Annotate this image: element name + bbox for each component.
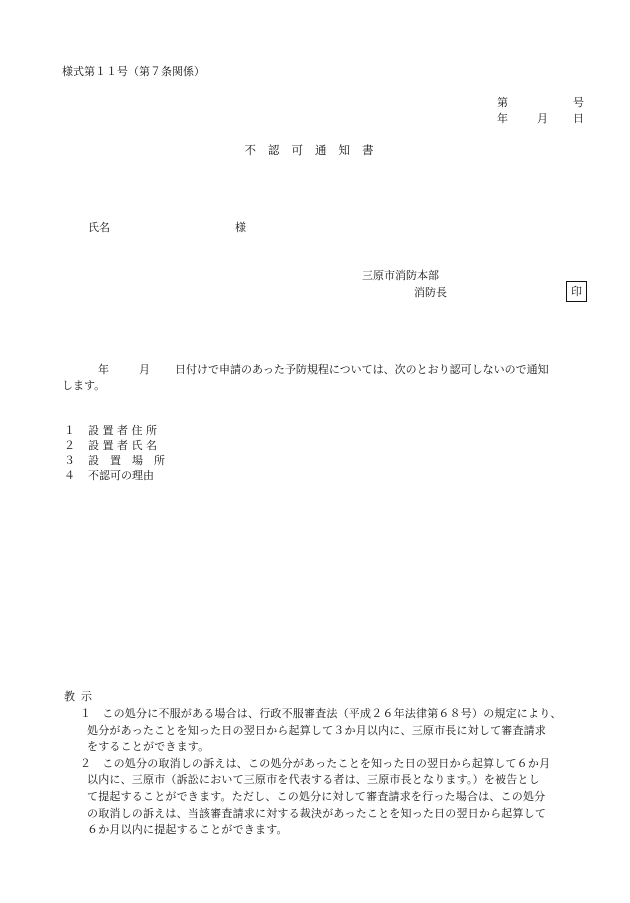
instruction-line: をすることができます。 [87, 740, 210, 753]
instruction-line: の取消しの訴えは、当該審査請求に対する裁決があったことを知った日の翌日から起算して [87, 807, 547, 820]
date-day: 日 [573, 112, 584, 125]
number-suffix: 号 [573, 96, 584, 109]
date-year: 年 [497, 112, 508, 125]
notice-text: 日付けで申請のあった予防規程については、次のとおり認可しないので通知 [175, 363, 549, 376]
instruction-line: ６か月以内に提起することができます。 [87, 823, 288, 836]
recipient-name-label: 氏名 [88, 221, 110, 234]
instruction-line: て提起することができます。ただし、この処分に対して審査請求を行った場合は、この処分 [87, 790, 546, 803]
notice-line-1 [98, 364, 549, 375]
form-label: 様式第１１号（第７条関係） [62, 65, 205, 78]
item-label: 設 置 者 氏 名 [88, 439, 157, 452]
item-number: ２ [64, 439, 75, 452]
item-label: 設 置 場 所 [88, 454, 165, 467]
item-number: １ [64, 424, 75, 437]
document-title: 不認可通知書 [244, 143, 386, 157]
notice-line-2: します。 [62, 379, 106, 392]
number-prefix: 第 [497, 96, 508, 109]
item-label: 設 置 者 住 所 [88, 424, 157, 437]
date-month: 月 [537, 112, 548, 125]
item-number: ３ [64, 454, 75, 467]
item-number: ４ [64, 469, 75, 482]
seal-box [566, 281, 587, 302]
notice-year: 年 [98, 363, 109, 376]
notice-month: 月 [139, 363, 150, 376]
instruction-line: ２ この処分の取消しの訴えは、この処分があったことを知った日の翌日から起算して６か月 [80, 757, 551, 770]
item-label: 不認可の理由 [88, 469, 154, 482]
recipient-honorific: 様 [235, 221, 246, 234]
instruction-line: １ この処分に不服がある場合は、行政不服審査法（平成２６年法律第６８号）の規定により、 [80, 707, 562, 720]
instruction-line: 処分があったことを知った日の翌日から起算して３か月以内に、三原市長に対して審査請求 [87, 724, 547, 737]
sender-position: 消防長 [414, 286, 447, 299]
sender-organization: 三原市消防本部 [362, 269, 439, 282]
instruction-line: 以内に、三原市（訴訟において三原市を代表する者は、三原市長となります。）を被告とし [87, 773, 540, 786]
seal-label: 印 [571, 285, 582, 298]
instructions-title: 教示 [64, 690, 98, 703]
